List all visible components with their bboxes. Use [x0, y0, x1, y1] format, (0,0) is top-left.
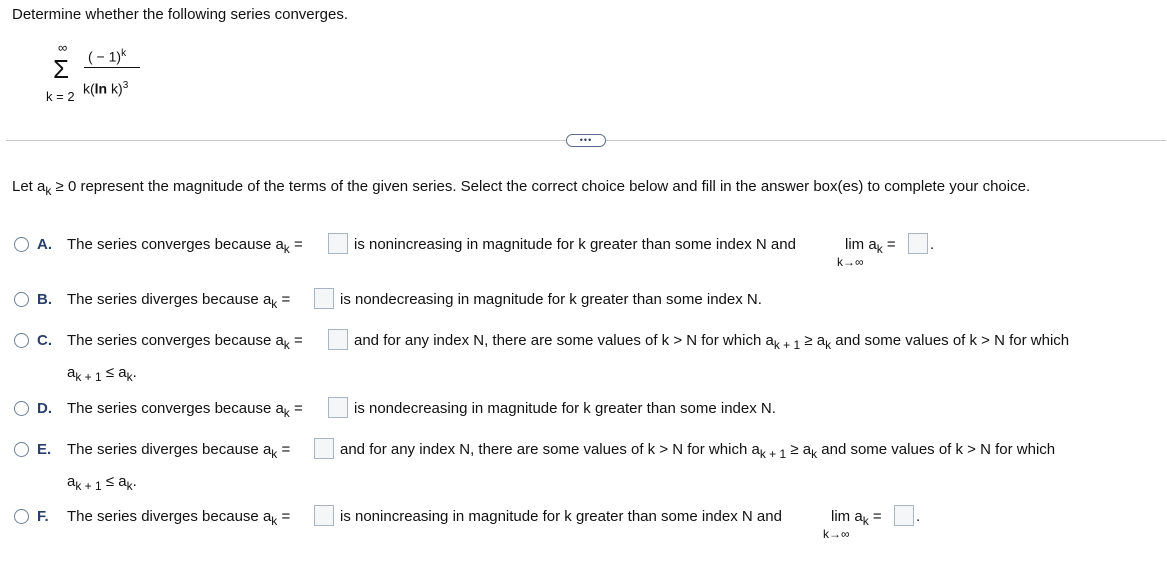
answer-box-ak[interactable] [314, 438, 334, 459]
option-text-post: is nondecreasing in magnitude for k greater than some index N. [340, 291, 762, 308]
radio-button[interactable] [14, 442, 29, 457]
option-text-post: is nondecreasing in magnitude for k greater than some index N. [354, 400, 776, 417]
option-letter: B. [37, 291, 52, 308]
answer-box-limit[interactable] [908, 233, 928, 254]
option-text: The series converges because $a_k$ = [67, 400, 303, 420]
fraction-bar [84, 67, 140, 68]
option-text: The series diverges because $a_k$ = [67, 508, 291, 528]
option-text-continuation: $a_{k + 1} \le a_k$. [67, 473, 137, 493]
radio-button[interactable] [14, 401, 29, 416]
limit-expression: $\lim a_k$ = [845, 236, 896, 256]
limit-subscript: k→∞ [823, 527, 850, 541]
option-text-post: is nonincreasing in magnitude for k greater than some index N and [354, 236, 796, 253]
option-letter: F. [37, 508, 49, 525]
limit-subscript: k→∞ [837, 255, 864, 269]
radio-button[interactable] [14, 333, 29, 348]
option-text-post: is nonincreasing in magnitude for k greater than some index N and [340, 508, 782, 525]
sigma-symbol: Σ [53, 54, 70, 84]
option-letter: D. [37, 400, 52, 417]
option-text-post: and for any index N, there are some values of k > N for which $a_{k + 1} \ge a_k$ and some values of k > N for which [340, 441, 1056, 461]
answer-box-ak[interactable] [328, 233, 348, 254]
option-text: The series converges because $a_k$ = [67, 236, 303, 256]
option-text-post: and for any index N, there are some values of k > N for which $a_{k + 1} \ge a_k$ and some values of k > N for which [354, 332, 1070, 352]
option-text: The series diverges because $a_k$ = [67, 291, 291, 311]
series-lower-limit: k = 2 [46, 89, 75, 104]
option-text: The series converges because $a_k$ = [67, 332, 303, 352]
limit-expression: $\lim a_k$ = [831, 508, 882, 528]
question-text: Determine whether the following series converges. [12, 6, 348, 23]
radio-button[interactable] [14, 237, 29, 252]
answer-box-limit[interactable] [894, 505, 914, 526]
series-numerator: ( − 1)$^k$ [88, 48, 127, 65]
option-letter: A. [37, 236, 52, 253]
series-denominator: k(ln k)$^3$ [83, 80, 129, 97]
answer-box-ak[interactable] [328, 329, 348, 350]
option-text-continuation: $a_{k + 1} \le a_k$. [67, 364, 137, 384]
option-letter: E. [37, 441, 52, 458]
answer-box-ak[interactable] [328, 397, 348, 418]
radio-button[interactable] [14, 292, 29, 307]
radio-button[interactable] [14, 509, 29, 524]
option-text: The series diverges because $a_k$ = [67, 441, 291, 461]
answer-box-ak[interactable] [314, 505, 334, 526]
instruction-text: Let $a_k \ge 0$ represent the magnitude of the terms of the given series. Select the correct choice below and fill in the answer box(es) to complete your choice. [12, 178, 1031, 198]
option-letter: C. [37, 332, 52, 349]
answer-box-ak[interactable] [314, 288, 334, 309]
series-upper-limit: ∞ [58, 40, 68, 55]
more-options-button[interactable]: ••• [566, 134, 606, 147]
